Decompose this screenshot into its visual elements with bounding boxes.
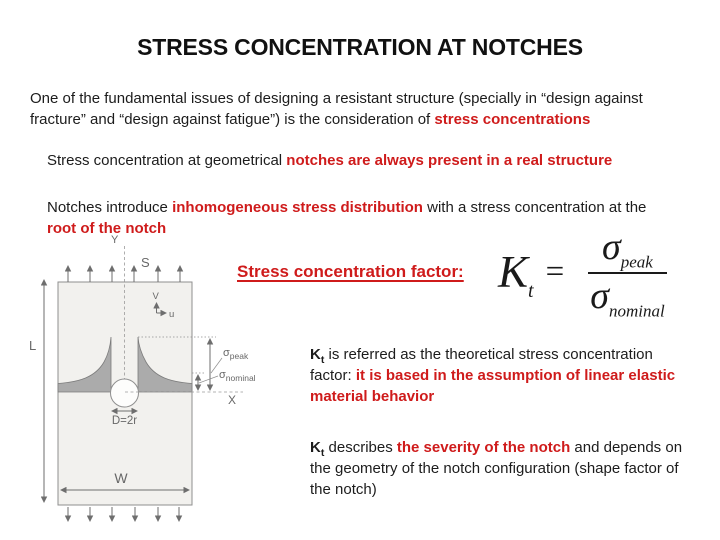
kt-k: K <box>310 439 321 456</box>
note1-text: is referred as the theoretical stress concentration factor: <box>310 346 653 384</box>
formula-kt-symbol <box>498 246 534 302</box>
v-axis-label: V <box>152 291 159 302</box>
geometrical-text: Stress concentration at geometrical <box>47 152 287 169</box>
note1-highlight: it is based in the assumption of linear elastic material behavior <box>310 367 676 405</box>
formula-k: K <box>498 246 529 297</box>
equals-sign: = <box>545 253 565 290</box>
notches-text-2: with a stress concentration at the <box>422 199 647 216</box>
notches-highlight-1: inhomogeneous stress distribution <box>172 199 423 216</box>
intro-highlight: stress concentrations <box>434 111 591 128</box>
note-severity <box>310 437 698 500</box>
nominal-subscript: nominal <box>608 301 665 321</box>
kt-symbol <box>310 439 325 459</box>
sigma-symbol: σ <box>590 274 609 317</box>
note2-highlight: the severity of the notch <box>396 439 571 456</box>
kt-sub: t <box>320 354 325 366</box>
kt-k: K <box>310 346 321 363</box>
kt-formula <box>498 226 679 321</box>
kt-symbol <box>310 346 325 366</box>
sigma-symbol: σ <box>602 226 621 268</box>
notches-text-1: Notches introduce <box>47 199 173 216</box>
u-axis-label: u <box>169 309 175 320</box>
slide-title: STRESS CONCENTRATION AT NOTCHES <box>137 34 583 60</box>
sigma-nominal-denominator <box>576 274 678 321</box>
geometrical-highlight: notches are always present in a real structure <box>286 152 613 169</box>
intro-text: One of the fundamental issues of designing a resistant structure (specially in “design against fracture” and “design against fatigue”) is the consideration of <box>30 90 643 128</box>
w-dimension-label: W <box>114 470 128 486</box>
formula-k-subscript: t <box>528 279 534 302</box>
paragraph-geometrical <box>47 150 697 171</box>
y-axis-label: Y <box>111 234 119 246</box>
formula-fraction <box>576 226 678 321</box>
bottom-load-arrows <box>68 507 179 521</box>
sigma-nominal-leader <box>199 376 218 383</box>
top-load-arrows <box>68 266 180 282</box>
hole-diameter-label: D=2r <box>111 415 138 427</box>
kt-sub: t <box>320 447 325 459</box>
notches-highlight-2: root of the notch <box>47 220 167 237</box>
note-theoretical-factor <box>310 344 682 407</box>
sigma-nominal-label: $\sigma_{nominal}$ <box>219 369 256 383</box>
l-dimension-label: L <box>29 338 37 353</box>
s-load-label: S <box>141 255 150 270</box>
note2-text-1: describes <box>324 439 397 456</box>
sigma-peak-numerator <box>588 228 667 274</box>
stress-concentration-factor-label: Stress concentration factor: <box>237 262 464 281</box>
paragraph-intro <box>30 88 692 130</box>
notched-plate-diagram <box>25 230 260 535</box>
sigma-peak-label: $\sigma_{peak}$ <box>223 347 249 361</box>
x-axis-label: X <box>228 393 237 407</box>
peak-subscript: peak <box>620 252 653 272</box>
note2-text-2: and depends on the geometry of the notch configuration (shape factor of the notch) <box>310 439 683 498</box>
notch-hole <box>111 379 139 407</box>
